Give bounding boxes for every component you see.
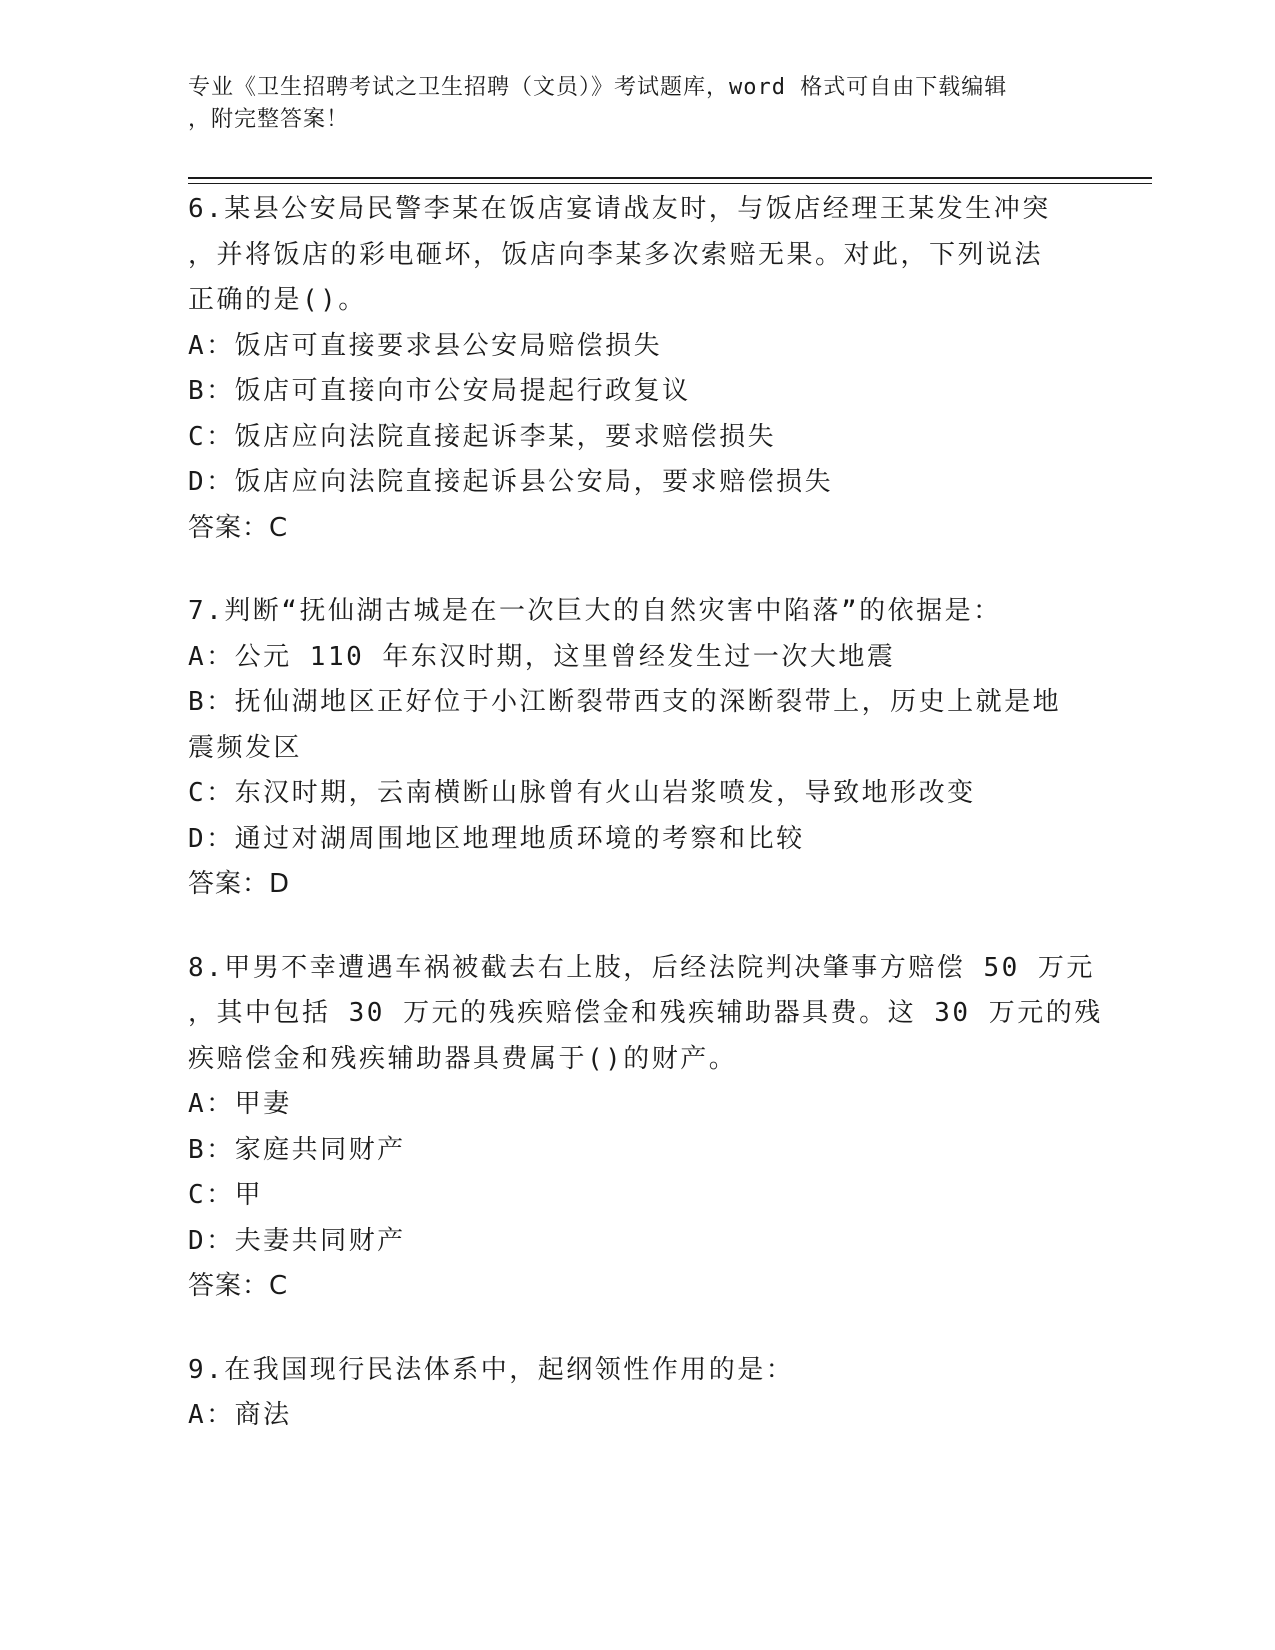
- option-b: B：饭店可直接向市公安局提起行政复议: [188, 376, 691, 406]
- option-a: A：商法: [188, 1400, 292, 1430]
- option-b-continued: 震频发区: [188, 732, 303, 763]
- option-d: D：通过对湖周围地区地理地质环境的考察和比较: [188, 823, 805, 854]
- header-line-1: 专业《卫生招聘考试之卫生招聘（文员）》考试题库，word 格式可自由下载编辑: [188, 75, 1008, 100]
- question-stem-line: ，并将饭店的彩电砸坏，饭店向李某多次索赔无果。对此，下列说法: [188, 239, 1044, 270]
- option-d: D：夫妻共同财产: [188, 1225, 406, 1256]
- option-d: D：饭店应向法院直接起诉县公安局，要求赔偿损失: [188, 467, 834, 497]
- answer-label: 答案：C: [188, 512, 289, 543]
- option-c: C：饭店应向法院直接起诉李某，要求赔偿损失: [188, 421, 777, 452]
- option-c: C：甲: [188, 1180, 264, 1210]
- option-a: A：公元 110 年东汉时期，这里曾经发生过一次大地震: [188, 641, 896, 672]
- question-stem-line: 6.某县公安局民警李某在饭店宴请战友时，与饭店经理王某发生冲突: [188, 194, 1051, 224]
- question-stem-line: 正确的是()。: [188, 285, 367, 315]
- answer-label: 答案：D: [188, 869, 291, 899]
- header-divider-thin: [188, 183, 1152, 184]
- question-9: [188, 1348, 1088, 1439]
- question-stem-line: 7.判断“抚仙湖古城是在一次巨大的自然灾害中陷落”的依据是：: [188, 596, 1002, 626]
- question-stem-line: 疾赔偿金和残疾辅助器具费属于()的财产。: [188, 1043, 738, 1074]
- question-list: [188, 187, 1103, 1477]
- option-a: A：甲妻: [188, 1089, 292, 1119]
- header-divider-thick: [188, 177, 1152, 179]
- option-b: B：家庭共同财产: [188, 1134, 406, 1165]
- option-b: B：抚仙湖地区正好位于小江断裂带西支的深断裂带上，历史上就是地: [188, 687, 1062, 717]
- question-stem-line: 9.在我国现行民法体系中，起纲领性作用的是：: [188, 1354, 795, 1385]
- document-header: [188, 72, 1068, 136]
- question-stem-line: ，其中包括 30 万元的残疾赔偿金和残疾辅助器具费。这 30 万元的残: [188, 998, 1103, 1028]
- question-stem-line: 8.甲男不幸遭遇车祸被截去右上肢，后经法院判决肇事方赔偿 50 万元: [188, 952, 1095, 983]
- answer-label: 答案：C: [188, 1271, 289, 1301]
- question-7: [188, 589, 1088, 908]
- option-c: C：东汉时期，云南横断山脉曾有火山岩浆喷发，导致地形改变: [188, 778, 976, 808]
- question-8: [188, 946, 1103, 1310]
- header-line-2: ，附完整答案！: [188, 107, 350, 132]
- option-a: A：饭店可直接要求县公安局赔偿损失: [188, 330, 663, 361]
- question-6: [188, 187, 1088, 551]
